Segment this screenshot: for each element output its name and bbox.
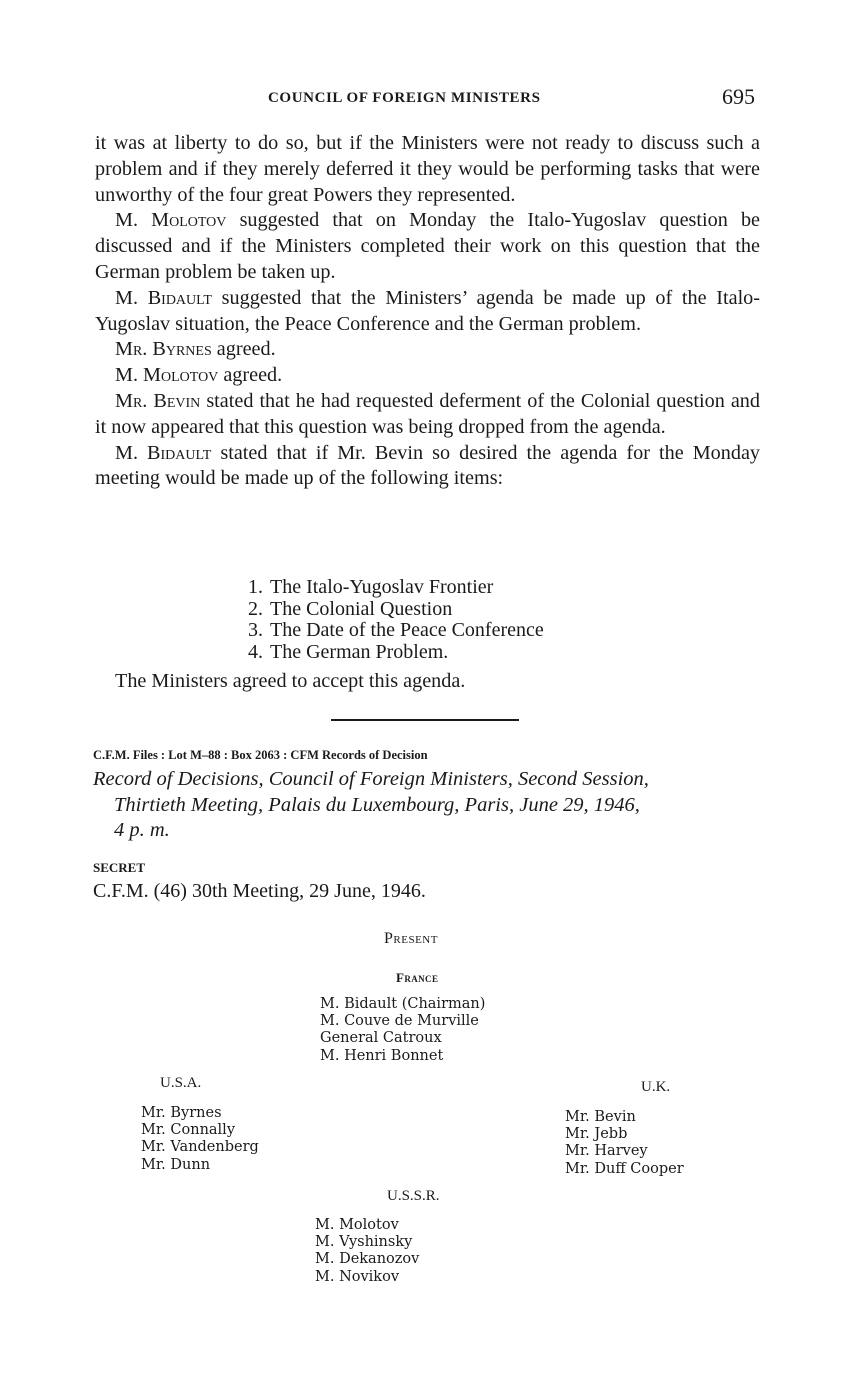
file-reference: C.F.M. Files : Lot M–88 : Box 2063 : CFM Records of Decision <box>93 748 428 762</box>
document-title-line: Record of Decisions, Council of Foreign Ministers, Second Session, <box>93 768 649 790</box>
paragraph-byrnes-agreed <box>95 337 760 363</box>
member-name: Mr. Byrnes <box>141 1105 222 1121</box>
speaker-name: M. Molotov <box>115 209 227 232</box>
member-name: Mr. Duff Cooper <box>565 1160 684 1177</box>
paragraph-molotov-suggestion <box>95 208 760 285</box>
uk-heading: U.K. <box>641 1079 671 1095</box>
agenda-item-number: 2. <box>248 597 263 620</box>
speaker-name: M. Molotov <box>115 364 219 387</box>
running-header-title: COUNCIL OF FOREIGN MINISTERS <box>268 90 541 106</box>
body-text <box>95 131 760 492</box>
agenda-item-text: The Italo-Yugoslav Frontier <box>270 576 494 598</box>
uk-members <box>565 1109 684 1178</box>
paragraph-bevin-statement <box>95 389 760 441</box>
section-divider <box>331 719 519 721</box>
france-heading: France <box>396 970 439 985</box>
member-name: M. Vyshinsky <box>315 1234 413 1251</box>
speaker-name: M. Bidault <box>115 286 212 309</box>
member-name: M. Novikov <box>315 1268 400 1285</box>
document-title-line: Thirtieth Meeting, Palais du Luxembourg, Paris, June 29, 1946, <box>114 793 640 816</box>
agenda-list <box>248 577 544 663</box>
usa-members <box>141 1105 259 1174</box>
agenda-item <box>248 599 544 621</box>
ussr-heading: U.S.S.R. <box>387 1188 440 1204</box>
member-name: Mr. Dunn <box>141 1156 211 1173</box>
agenda-item-number: 3. <box>248 619 263 641</box>
paragraph-bidault-suggestion <box>95 286 760 338</box>
agenda-item-number: 4. <box>248 640 263 663</box>
paragraph-text: stated that if Mr. Bevin so desired the agenda for the Monday meeting would be made up of the following items: <box>95 441 760 490</box>
france-members <box>320 996 485 1065</box>
speaker-name: Mr. Byrnes <box>115 338 212 361</box>
paragraph-text: suggested that on Monday the Italo-Yugoslav question be discussed and if the Ministers completed their work on this question that the German problem be taken up. <box>95 209 760 283</box>
member-name: M. Dekanozov <box>315 1251 420 1268</box>
member-name: M. Molotov <box>315 1217 399 1233</box>
agenda-item <box>248 620 544 642</box>
member-name: General Catroux <box>320 1030 442 1047</box>
agenda-item <box>248 577 544 599</box>
member-name: Mr. Bevin <box>565 1109 636 1125</box>
speaker-name: M. Bidault <box>115 441 212 464</box>
speaker-name: Mr. Bevin <box>115 389 201 412</box>
paragraph-text: agreed. <box>218 364 283 387</box>
member-name: Mr. Vandenberg <box>141 1139 259 1156</box>
agenda-item-text: The Colonial Question <box>270 597 453 620</box>
paragraph-bidault-statement <box>95 441 760 493</box>
paragraph-continuation: it was at liberty to do so, but if the Ministers were not ready to discuss such a problem and if they merely deferred it they would be performing tasks that were unworthy of the four great Powers they represented. <box>95 132 760 206</box>
member-name: M. Bidault (Chairman) <box>320 996 486 1012</box>
closing-sentence: The Ministers agreed to accept this agenda. <box>115 670 466 692</box>
page-number: 695 <box>722 84 755 109</box>
member-name: Mr. Jebb <box>565 1126 628 1143</box>
usa-heading: U.S.A. <box>160 1075 202 1091</box>
agenda-item-text: The German Problem. <box>270 640 449 663</box>
member-name: Mr. Harvey <box>565 1143 648 1160</box>
member-name: M. Couve de Murville <box>320 1013 479 1030</box>
agenda-item-number: 1. <box>248 576 263 598</box>
meeting-line: C.F.M. (46) 30th Meeting, 29 June, 1946. <box>93 880 426 902</box>
agenda-item-text: The Date of the Peace Conference <box>270 619 544 641</box>
classification-label: SECRET <box>93 860 146 875</box>
ussr-members <box>315 1217 419 1286</box>
paragraph-text: stated that he had requested deferment of the Colonial question and it now appeared that this question was being dropped from the agenda. <box>95 389 760 438</box>
document-title-line: 4 p. m. <box>114 819 170 841</box>
member-name: Mr. Connally <box>141 1122 236 1139</box>
paragraph-molotov-agreed <box>95 363 760 389</box>
agenda-item <box>248 642 544 664</box>
member-name: M. Henri Bonnet <box>320 1047 444 1064</box>
document-title <box>93 767 763 844</box>
paragraph-text: suggested that the Ministers’ agenda be made up of the Italo-Yugoslav situation, the Peace Conference and the German problem. <box>95 286 761 335</box>
present-heading: Present <box>384 930 438 947</box>
paragraph-text: agreed. <box>211 338 276 361</box>
